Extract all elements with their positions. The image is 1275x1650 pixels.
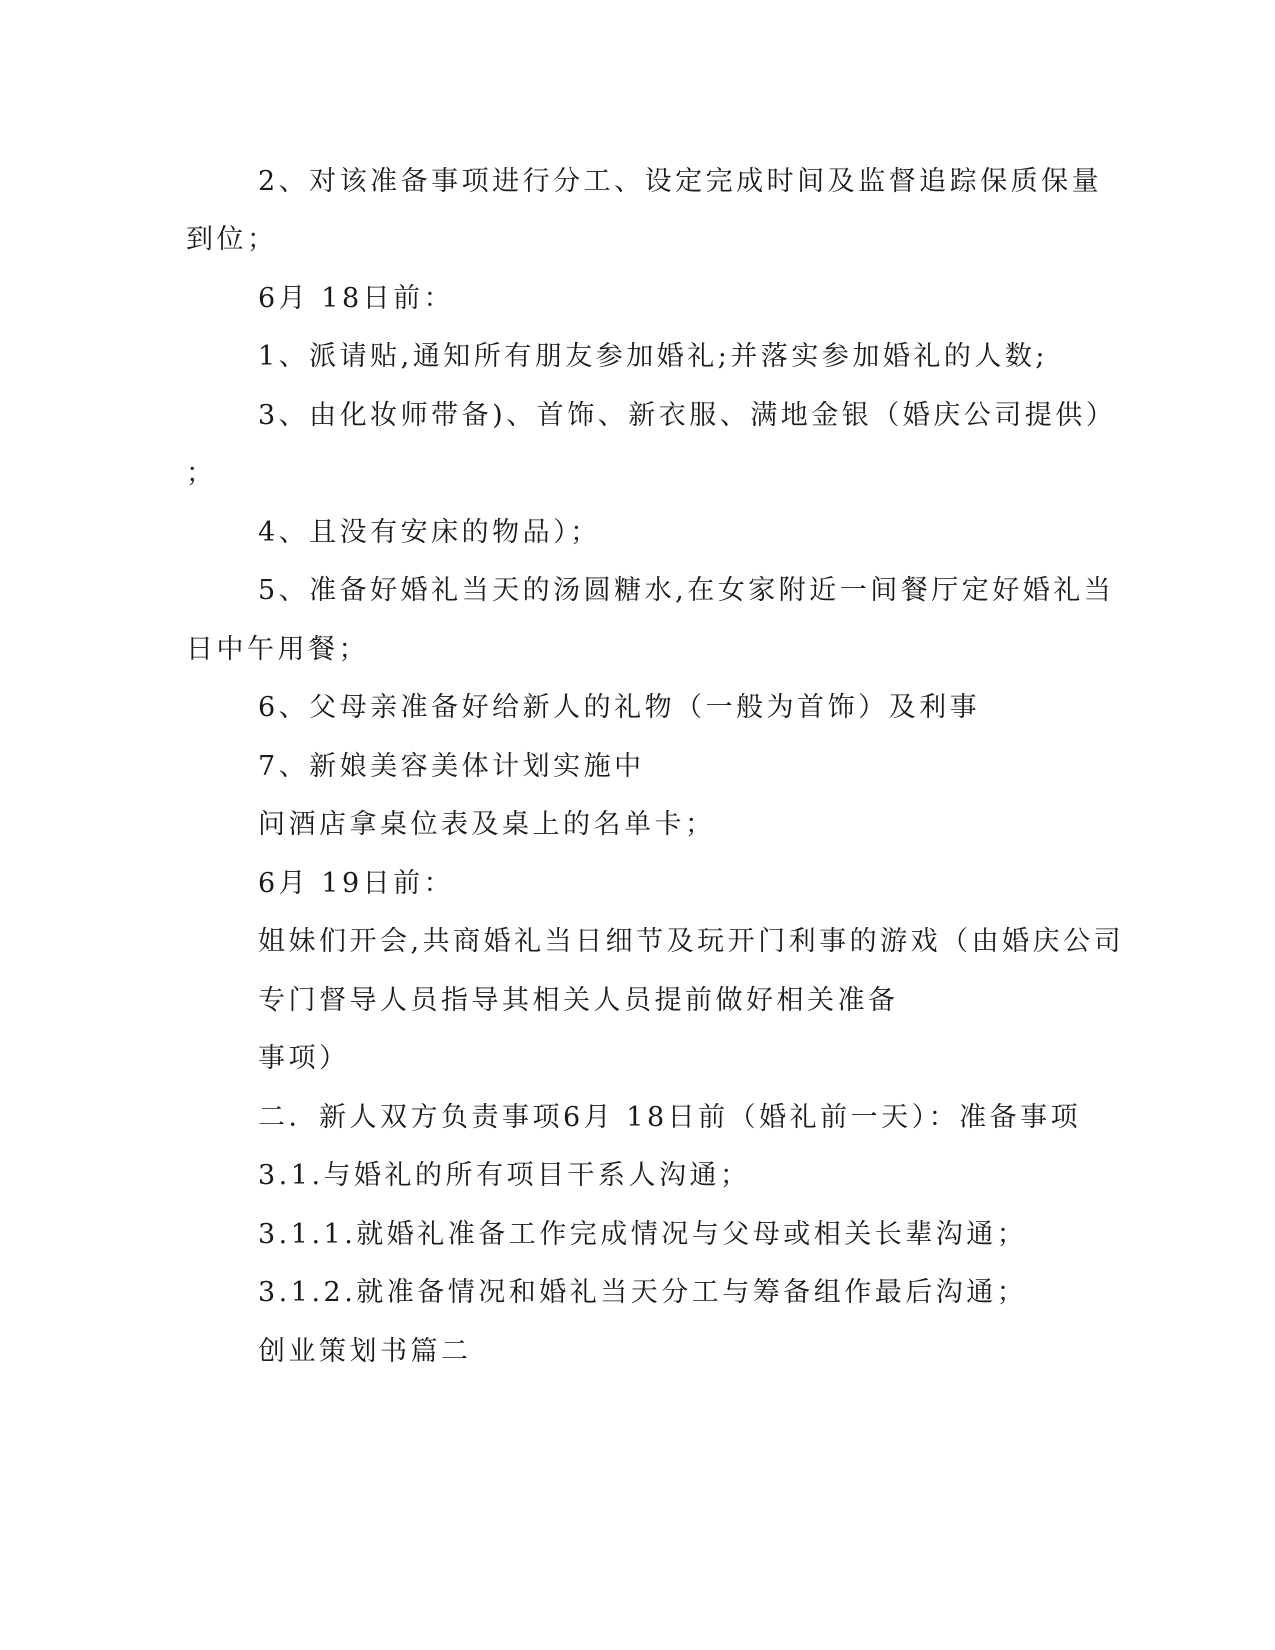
section-title: 创业策划书篇二: [258, 1336, 472, 1367]
paragraph-line: 5、准备好婚礼当天的汤圆糖水,在女家附近一间餐厅定好婚礼当: [258, 575, 1115, 606]
paragraph-line: 专门督导人员指导其相关人员提前做好相关准备: [258, 985, 899, 1016]
paragraph-line: 3.1.与婚礼的所有项目干系人沟通；: [258, 1160, 751, 1191]
paragraph-line: 2、对该准备事项进行分工、设定完成时间及监督追踪保质保量: [258, 166, 1103, 197]
section-date-heading: 6月 19日前：: [258, 868, 455, 899]
section-heading: 二．新人双方负责事项6月 18日前（婚礼前一天）：准备事项: [258, 1102, 1082, 1133]
paragraph-line: 4、且没有安床的物品）；: [258, 517, 601, 548]
paragraph-line: 3.1.1.就婚礼准备工作完成情况与父母或相关长辈沟通；: [258, 1219, 1028, 1250]
paragraph-line: 日中午用餐；: [186, 634, 369, 665]
paragraph-line: 姐妹们开会,共商婚礼当日细节及玩开门利事的游戏（由婚庆公司: [258, 926, 1125, 957]
section-date-heading: 6月 18日前：: [258, 283, 455, 314]
paragraph-line: 3、由化妆师带备)、首饰、新衣服、满地金银（婚庆公司提供）: [258, 400, 1117, 431]
paragraph-line: 事项）: [258, 1043, 350, 1074]
paragraph-line: 6、父母亲准备好给新人的礼物（一般为首饰）及利事: [258, 692, 981, 723]
paragraph-line: 到位；: [186, 224, 278, 255]
paragraph-line: 7、新娘美容美体计划实施中: [258, 751, 645, 782]
paragraph-line: ；: [186, 458, 217, 489]
paragraph-line: 问酒店拿桌位表及桌上的名单卡；: [258, 809, 716, 840]
paragraph-line: 1、派请贴,通知所有朋友参加婚礼;并落实参加婚礼的人数;: [258, 341, 1048, 372]
paragraph-line: 3.1.2.就准备情况和婚礼当天分工与筹备组作最后沟通；: [258, 1277, 1028, 1308]
